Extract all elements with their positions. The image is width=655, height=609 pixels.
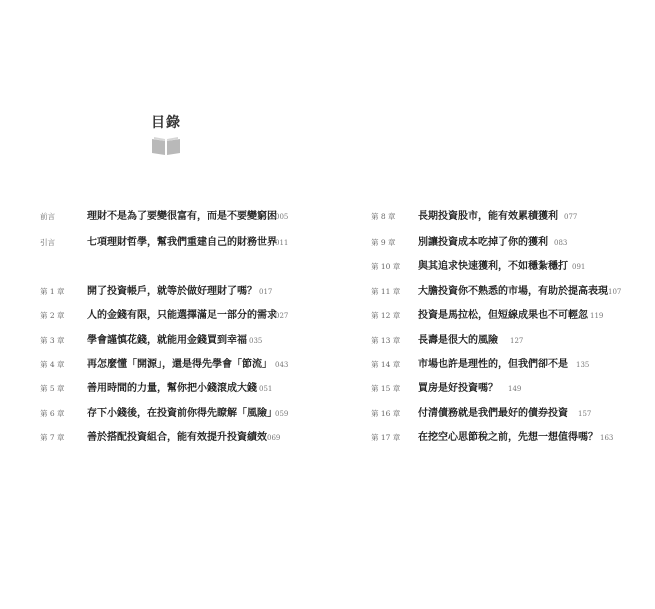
entry-title: 在挖空心思節稅之前，先想一想值得嗎？: [418, 432, 598, 443]
entry-page: 107: [608, 288, 622, 296]
entry-chapter: 引言: [40, 238, 55, 247]
entry-title: 長期投資股市，能有效累積獲利: [418, 211, 558, 222]
entry-title: 別讓投資成本吃掉了你的獲利: [418, 237, 548, 248]
entry-chapter: 第 17 章: [371, 433, 401, 442]
entry-title: 善用時間的力量，幫你把小錢滾成大錢: [87, 383, 257, 394]
entry-page: 163: [600, 434, 614, 442]
entry-title: 學會謹慎花錢，就能用金錢買到幸福: [87, 335, 247, 346]
page-title: 目錄: [151, 115, 181, 131]
entry-title: 付清債務就是我們最好的債券投資: [418, 408, 568, 419]
entry-page: 135: [576, 361, 590, 369]
entry-chapter: 第 13 章: [371, 336, 401, 345]
entry-page: 035: [249, 337, 263, 345]
entry-page: 059: [275, 410, 289, 418]
entry-title: 七項理財哲學，幫我們重建自己的財務世界: [87, 237, 277, 248]
entry-title: 買房是好投資嗎？: [418, 383, 498, 394]
entry-title: 長壽是很大的風險: [418, 335, 498, 346]
entry-title: 再怎麼懂「開源」，還是得先學會「節流」: [87, 359, 272, 370]
entry-page: 157: [578, 410, 592, 418]
entry-chapter: 第 7 章: [40, 433, 65, 442]
entry-page: 069: [267, 434, 281, 442]
entry-title: 市場也許是理性的，但我們卻不是: [418, 359, 568, 370]
entry-title: 開了投資帳戶，就等於做好理財了嗎？: [87, 286, 257, 297]
entry-chapter: 第 12 章: [371, 311, 401, 320]
entry-page: 005: [275, 213, 289, 221]
entry-page: 083: [554, 239, 568, 247]
entry-page: 077: [564, 213, 578, 221]
entry-page: 119: [590, 312, 604, 320]
entry-chapter: 第 3 章: [40, 336, 65, 345]
entry-chapter: 第 8 章: [371, 212, 396, 221]
entry-page: 149: [508, 385, 522, 393]
entry-title: 投資是馬拉松，但短線成果也不可輕忽: [418, 310, 588, 321]
entry-chapter: 前言: [40, 212, 55, 221]
entry-chapter: 第 4 章: [40, 360, 65, 369]
entry-title: 大膽投資你不熟悉的市場，有助於提高表現: [418, 286, 608, 297]
entry-chapter: 第 16 章: [371, 409, 401, 418]
entry-page: 091: [572, 263, 586, 271]
entry-chapter: 第 1 章: [40, 287, 65, 296]
entry-page: 017: [259, 288, 273, 296]
entry-page: 043: [275, 361, 289, 369]
entry-chapter: 第 10 章: [371, 262, 401, 271]
entry-chapter: 第 6 章: [40, 409, 65, 418]
entry-chapter: 第 14 章: [371, 360, 401, 369]
entry-title: 理財不是為了要變很富有，而是不要變窮困: [87, 211, 277, 222]
entry-title: 存下小錢後，在投資前你得先瞭解「風險」: [87, 408, 277, 419]
entry-chapter: 第 11 章: [371, 287, 401, 296]
entry-chapter: 第 15 章: [371, 384, 401, 393]
open-book-icon: [151, 136, 181, 156]
entry-title: 人的金錢有限，只能選擇滿足一部分的需求: [87, 310, 277, 321]
entry-page: 027: [275, 312, 289, 320]
entry-page: 051: [259, 385, 273, 393]
entry-title: 與其追求快速獲利，不如穩紮穩打: [418, 261, 568, 272]
entry-chapter: 第 5 章: [40, 384, 65, 393]
entry-chapter: 第 2 章: [40, 311, 65, 320]
entry-chapter: 第 9 章: [371, 238, 396, 247]
entry-title: 善於搭配投資組合，能有效提升投資績效: [87, 432, 267, 443]
entry-page: 011: [275, 239, 289, 247]
entry-page: 127: [510, 337, 524, 345]
